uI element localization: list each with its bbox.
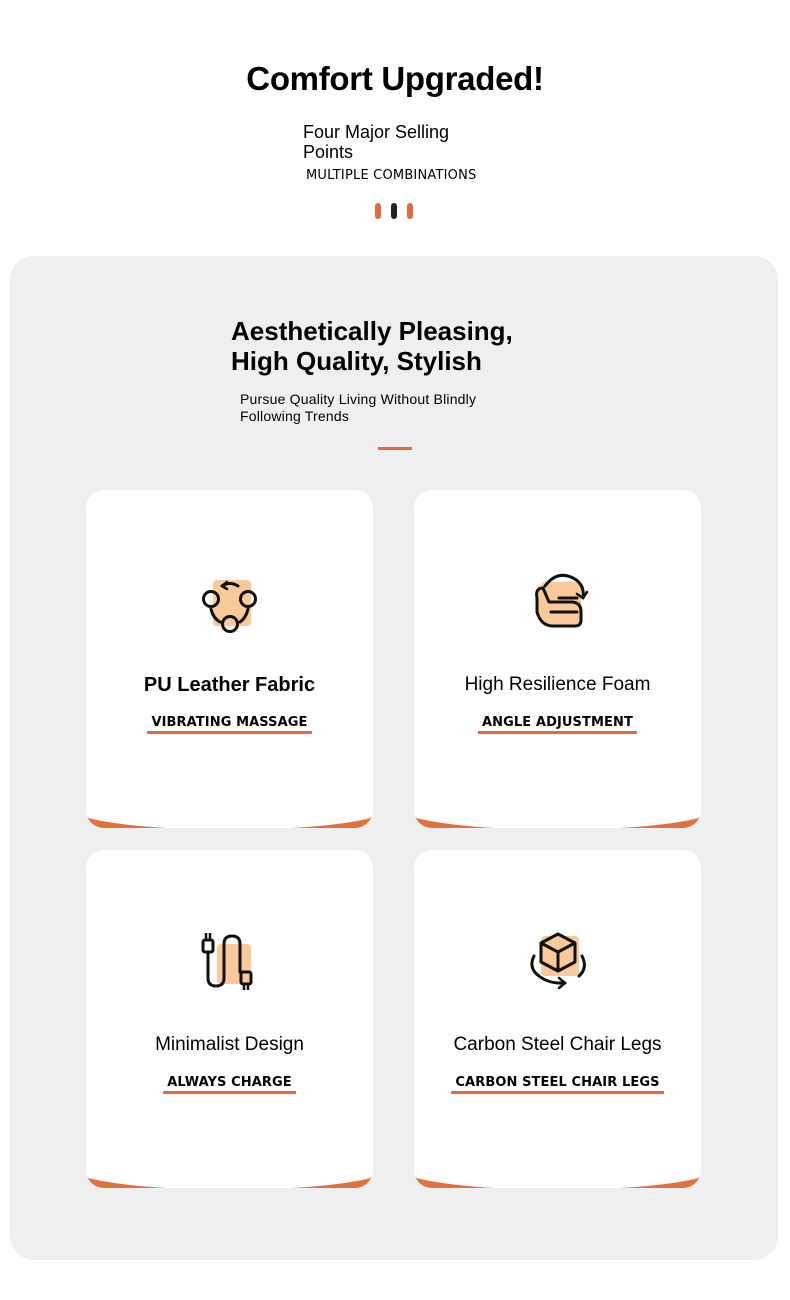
feature-tag: CARBON STEEL CHAIR LEGS — [451, 1075, 663, 1094]
feature-title: Carbon Steel Chair Legs — [453, 1034, 662, 1055]
section-subtitle: Pursue Quality Living Without Blindly Following Trends — [240, 391, 477, 424]
dot-3 — [407, 203, 413, 219]
decorative-dots — [375, 203, 413, 219]
feature-title: PU Leather Fabric — [143, 674, 316, 696]
feature-title: High Resilience Foam — [464, 674, 651, 695]
page-title: Comfort Upgraded! — [246, 60, 544, 97]
feature-tag-wrap — [414, 713, 701, 734]
page-caption: MULTIPLE COMBINATIONS — [306, 168, 477, 183]
feature-tag: ANGLE ADJUSTMENT — [478, 715, 637, 734]
dot-1 — [375, 203, 381, 219]
section-divider — [378, 447, 412, 450]
page-subtitle: Four Major Selling Points — [303, 122, 450, 162]
feature-tag-wrap — [86, 713, 373, 734]
charging-cable-icon — [197, 928, 263, 994]
feature-card-foam — [414, 490, 701, 828]
feature-tag: ALWAYS CHARGE — [163, 1075, 296, 1094]
recline-chair-icon — [525, 568, 591, 634]
feature-card-minimalist — [86, 850, 373, 1188]
feature-tag: VIBRATING MASSAGE — [147, 715, 311, 734]
feature-tag-wrap — [414, 1073, 701, 1094]
dot-2 — [391, 203, 397, 219]
rotating-cube-icon — [525, 928, 591, 994]
feature-title: Minimalist Design — [155, 1034, 304, 1055]
feature-card-pu-leather — [86, 490, 373, 828]
feature-tag-wrap — [86, 1073, 373, 1094]
cycle-icon — [197, 568, 263, 634]
section-title: Aesthetically Pleasing, High Quality, Stylish — [231, 316, 513, 376]
features-panel — [10, 256, 778, 1260]
feature-card-carbon-steel — [414, 850, 701, 1188]
